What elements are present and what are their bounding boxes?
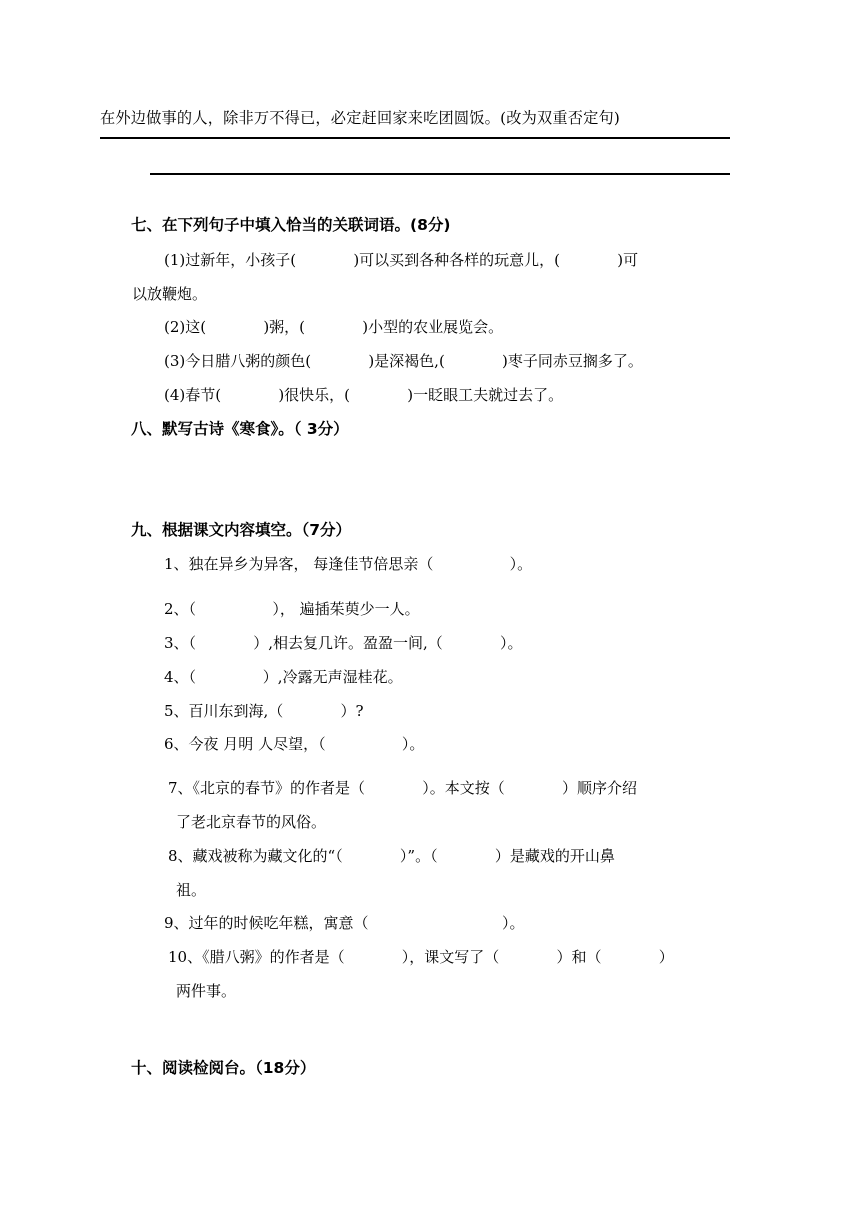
section-7-q1-line2: 以放鞭炮。 bbox=[132, 285, 208, 303]
answer-line-bottom bbox=[150, 173, 730, 175]
section-9-q10-line1: 10、《腊八粥》的作者是（ ），课文写了（ ）和（ ） bbox=[168, 948, 674, 966]
section-7-q2: (2)这( )粥，( )小型的农业展览会。 bbox=[164, 318, 504, 336]
section-9-q2: 2、（ ）， 遍插茱萸少一人。 bbox=[164, 600, 420, 618]
section-8-title: 八、默写古诗《寒食》。（ 3分） bbox=[131, 420, 349, 438]
section-10-title: 十、阅读检阅台。（18分） bbox=[131, 1059, 316, 1077]
section-9-q7-line1: 7、《北京的春节》的作者是（ ）。本文按（ ）顺序介绍 bbox=[168, 779, 637, 797]
section-9-q7-line2: 了老北京春节的风俗。 bbox=[176, 813, 327, 831]
section-9-q4: 4、（ ）,冷露无声湿桂花。 bbox=[164, 668, 403, 686]
rewrite-sentence: 在外边做事的人，除非万不得已，必定赶回家来吃团圆饭。(改为双重否定句) bbox=[100, 109, 621, 127]
section-9-q8-line2: 祖。 bbox=[176, 881, 207, 899]
section-7-title: 七、在下列句子中填入恰当的关联词语。(8分) bbox=[131, 216, 451, 234]
section-9-q9: 9、过年的时候吃年糕，寓意（ ）。 bbox=[164, 914, 525, 932]
section-9-title: 九、根据课文内容填空。（7分） bbox=[131, 521, 352, 539]
section-9-q6: 6、今夜 月明 人尽望，（ ）。 bbox=[164, 735, 425, 753]
section-9-q3: 3、（ ）,相去复几许。盈盈一间,（ ）。 bbox=[164, 634, 523, 652]
section-7-q3: (3)今日腊八粥的颜色( )是深褐色,( )枣子同赤豆搁多了。 bbox=[164, 352, 643, 370]
section-9-q1: 1、独在异乡为异客， 每逢佳节倍思亲（ ）。 bbox=[164, 555, 533, 573]
section-9-q8-line1: 8、藏戏被称为藏文化的“（ ）”。（ ）是藏戏的开山鼻 bbox=[168, 847, 615, 865]
section-9-q10-line2: 两件事。 bbox=[176, 982, 237, 1000]
section-7-q4: (4)春节( )很快乐，( )一眨眼工夫就过去了。 bbox=[164, 386, 564, 404]
section-9-q5: 5、百川东到海,（ ）? bbox=[164, 702, 364, 720]
answer-line-top bbox=[100, 137, 730, 139]
section-7-q1-line1: (1)过新年，小孩子( )可以买到各种各样的玩意儿，( )可 bbox=[164, 251, 639, 269]
